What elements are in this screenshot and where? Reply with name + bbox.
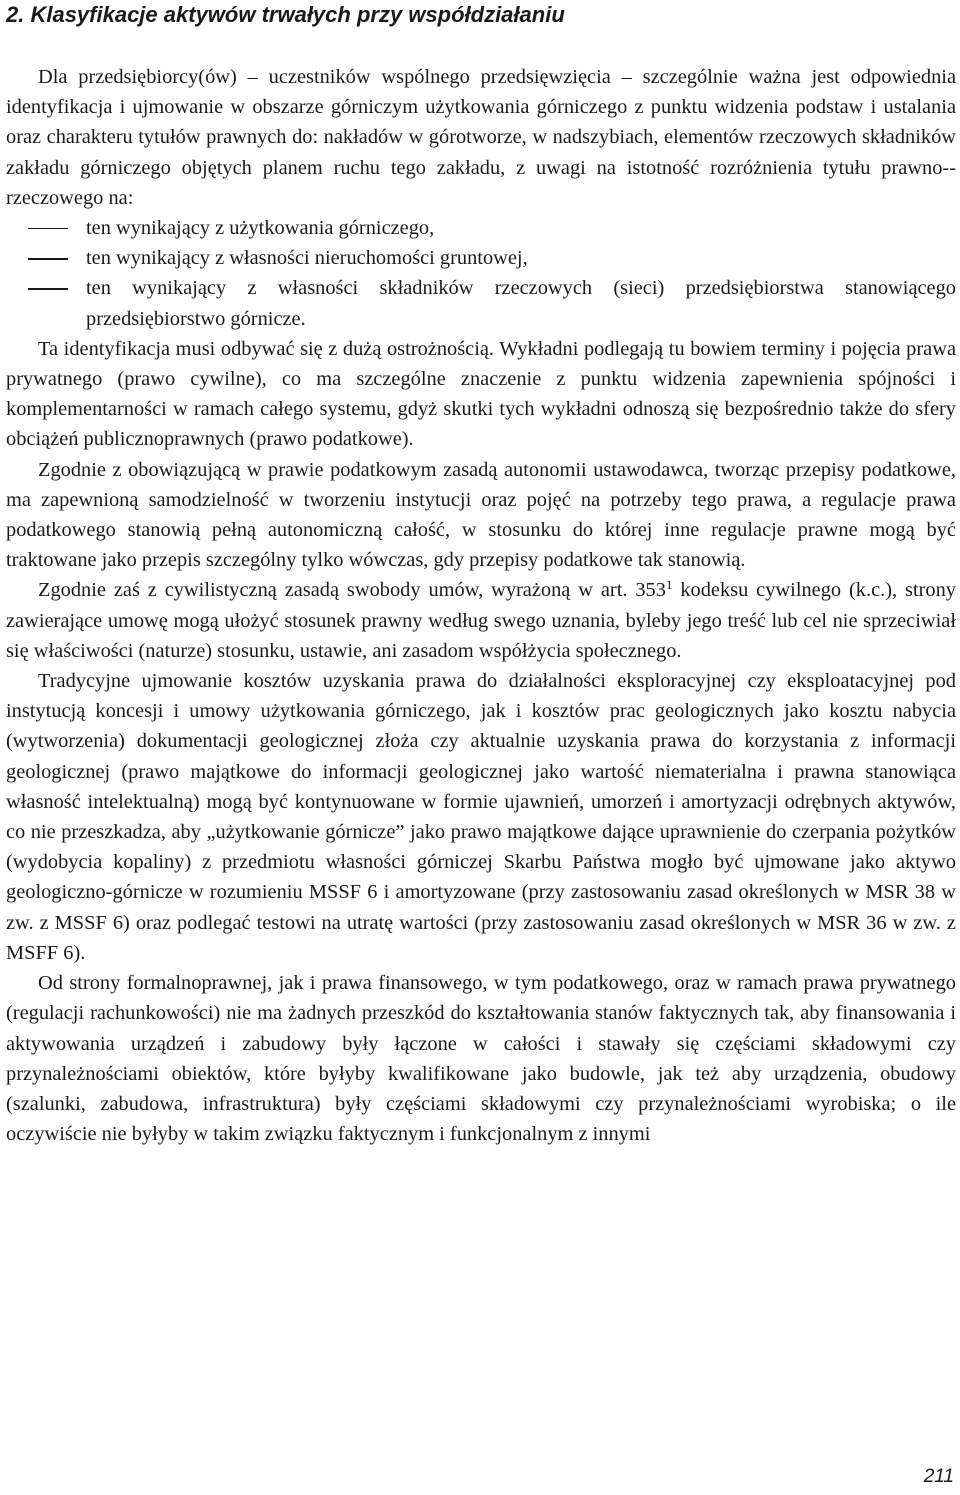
superscript: 1: [665, 577, 673, 593]
paragraph: Tradycyjne ujmowanie kosztów uzyskania prawa do działalności eksploracyjnej czy eksploatacyjnej pod instytucją koncesji i umowy użytkowania górniczego, jak i kosztów prac geologicznych jako kosztu nabycia (wytworzenia) dokumentacji geologicznej złoża czy aktualnie uzyskania prawa do korzystania z informacji geologicznej (prawo majątkowe do informacji geologicznej jako wartość niematerialna i prawna stanowiąca własność intelektualną) mogą być kontynuowane w formie ujawnień, umorzeń i amortyzacji odrębnych aktywów, co nie przeszkadza, aby „użytkowanie górnicze” jako prawo majątkowe dające uprawnienie do czerpania pożytków (wydobycia kopaliny) z przedmiotu własności górniczej Skarbu Państwa mogło być ujmowane jako aktywo geologiczno-górnicze w rozumieniu MSSF 6 i amortyzowane (przy zastosowaniu zasad określonych w MSR 38 w zw. z MSSF 6) oraz podlegać testowi na utratę wartości (przy zastosowaniu zasad określonych w MSR 36 w zw. z MSFF 6).: [6, 670, 956, 964]
dash-list: [6, 213, 956, 334]
list-item: [6, 243, 956, 273]
paragraph-art-353: [6, 575, 956, 666]
list-item-text: ten wynikający z użytkowania górniczego,: [86, 217, 435, 240]
paragraph: Od strony formalnoprawnej, jak i prawa finansowego, w tym podatkowego, oraz w ramach prawa prywatnego (regulacji rachunkowości) nie ma żadnych przeszkód do kształtowania stanów faktycznych tak, aby finansowania i aktywowania urządzeń i zabudowy były łączone w całości i stawały się częściami składowymi czy przynależnościami obiektów, które byłyby kwalifikowane jako budowle, jak też aby urządzenia, obudowy (szalunki, zabudowa, infrastruktura) były częściami składowymi czy przynależnościami wyrobiska; o ile oczywiście nie byłyby w takim związku faktycznym i funkcjonalnym z innymi: [6, 972, 956, 1146]
page-number: 211: [923, 1466, 954, 1487]
paragraph-art-before: Zgodnie zaś z cywilistyczną zasadą swobody umów, wyrażoną w art. 353: [38, 579, 666, 602]
section-heading: 2. Klasyfikacje aktywów trwałych przy współdziałaniu: [6, 2, 565, 27]
paragraph: Zgodnie z obowiązującą w prawie podatkowym zasadą autonomii ustawodawca, tworząc przepisy podatkowe, ma zapewnioną samodzielność w tworzeniu instytucji oraz pojęć na potrzeby tego prawa, a regulacje prawa podatkowego stanowią pełną autonomiczną całość, w stosunku do której inne regulacje prawne mogą być traktowane jako przepis szczególny tylko wówczas, gdy przepisy podatkowe tak stanowią.: [6, 458, 956, 572]
list-item-text: ten wynikający z własności składników rzeczowych (sieci) przedsiębiorstwa stanowiącego przedsiębiorstwo górnicze.: [86, 277, 956, 330]
list-item: [6, 273, 956, 333]
paragraph-art-after: kodeksu cywilnego (k.c.), strony zawierające umowę mogą ułożyć stosunek prawny według swego uznania, byleby jego treść lub cel nie sprzeciwiał się właściwości (naturze) stosunku, ustawie, ani zasadom współżycia społecznego.: [6, 579, 956, 662]
body-text: [6, 62, 956, 1149]
list-item: [6, 213, 956, 243]
list-item-text: ten wynikający z własności nieruchomości gruntowej,: [86, 247, 528, 270]
paragraph: Ta identyfikacja musi odbywać się z dużą ostrożnością. Wykładni podlegają tu bowiem terminy i pojęcia prawa prywatnego (prawo cywilne), co ma szczególne znaczenie z punktu widzenia zapewnienia spójności i komplementarności w ramach całego systemu, gdyż skutki tych wykładni odnoszą się bezpośrednio także do sfery obciążeń publicznoprawnych (prawo podatkowe).: [6, 337, 956, 451]
intro-paragraph: Dla przedsiębiorcy(ów) – uczestników wspólnego przedsięwzięcia – szczególnie ważna jest odpowiednia identyfikacja i ujmowanie w obszarze górniczym użytkowania górniczego z punktu widzenia podstaw i ustalania oraz charakteru tytułów prawnych do: nakładów w górotworze, w nadszybiach, elementów rzeczowych składników zakładu górniczego objętych planem ruchu tego zakładu, z uwagi na istotność rozróżnienia tytułu prawno-rzeczowego na:: [6, 66, 956, 209]
